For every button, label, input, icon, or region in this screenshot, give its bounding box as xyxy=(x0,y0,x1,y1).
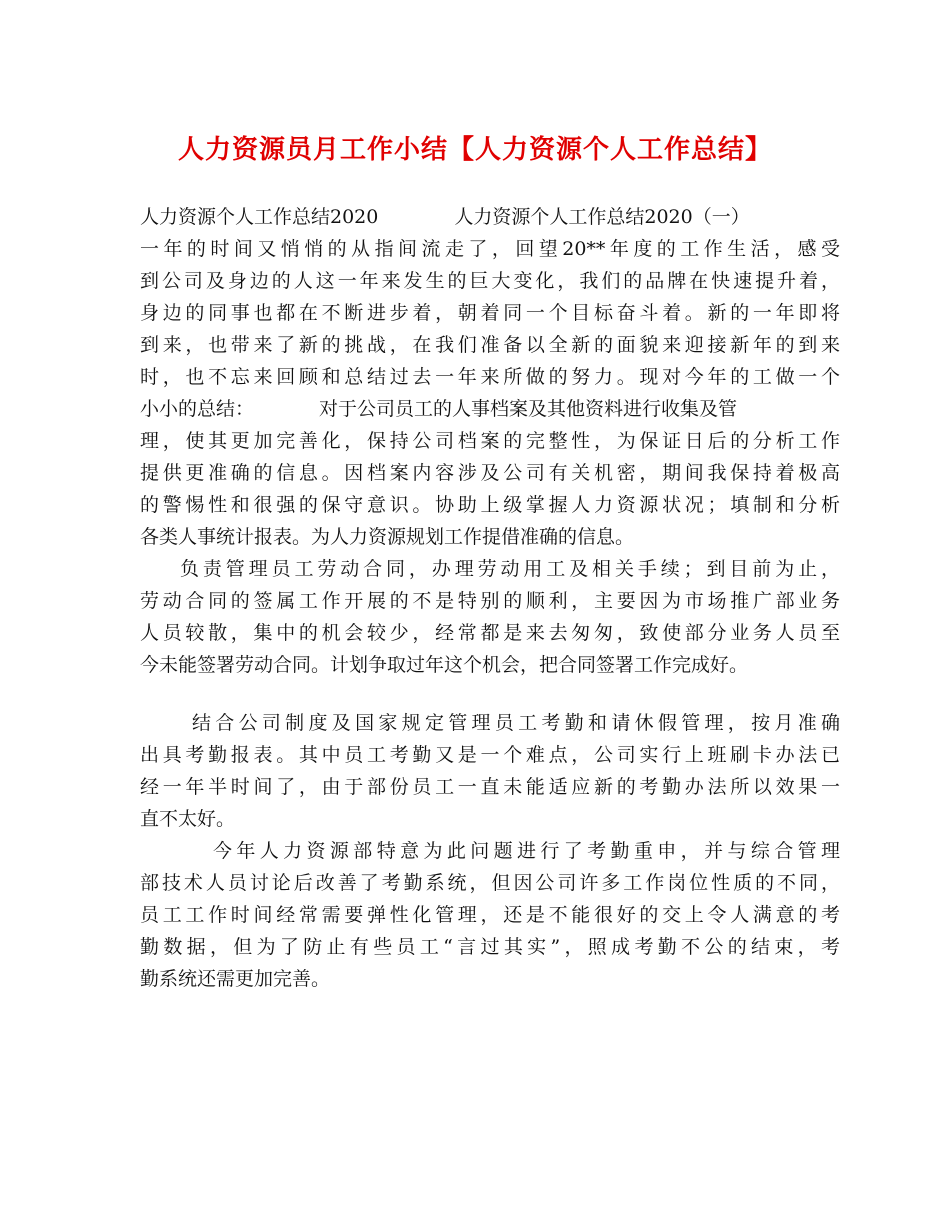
paragraph-line xyxy=(140,393,840,425)
paragraph-line: 到公司及身边的人这一年来发生的巨大变化，我们的品牌在快速提升着， xyxy=(140,270,840,292)
paragraph-line: 到来，也带来了新的挑战，在我们准备以全新的面貌来迎接新年的到来 xyxy=(140,334,840,356)
paragraph-gap xyxy=(140,681,840,707)
paragraph-line: 结合公司制度及国家规定管理员工考勤和请休假管理，按月准确 xyxy=(192,712,840,734)
paragraph-line: 人员较散，集中的机会较少，经常都是来去匆匆，致使部分业务人员至 xyxy=(140,622,840,644)
paragraph-line: 的警惕性和很强的保守意识。协助上级掌握人力资源状况；填制和分析 xyxy=(140,494,840,516)
paragraph-line: 劳动合同的签属工作开展的不是特别的顺利，主要因为市场推广部业务 xyxy=(140,590,840,612)
paragraph-line: 员工工作时间经常需要弹性化管理，还是不能很好的交上令人满意的考 xyxy=(140,904,840,926)
summary-label: 小小的总结： xyxy=(140,398,255,420)
paragraph-line: 勤数据，但为了防止有些员工“言过其实”，照成考勤不公的结束，考 xyxy=(140,936,840,958)
paragraph-line: 时，也不忘来回顾和总结过去一年来所做的努力。现对今年的工做一个 xyxy=(140,366,840,388)
paragraph-line: 理，使其更加完善化，保持公司档案的完整性，为保证日后的分析工作 xyxy=(140,430,840,452)
paragraph-line: 勤系统还需更加完善。 xyxy=(140,968,331,990)
document-body xyxy=(140,201,840,995)
paragraph-line: 各类人事统计报表。为人力资源规划工作提借准确的信息。 xyxy=(140,526,635,548)
paragraph-line: 直不太好。 xyxy=(140,808,236,830)
summary-text: 对于公司员工的人事档案及其他资料进行收集及管 xyxy=(319,398,738,420)
intro-label-right: 人力资源个人工作总结2020（一） xyxy=(454,206,750,228)
paragraph-line: 一年的时间又悄悄的从指间流走了，回望20**年度的工作生活，感受 xyxy=(140,238,840,260)
intro-line xyxy=(140,201,840,233)
document-title: 人力资源员月工作小结【人力资源个人工作总结】 xyxy=(177,135,772,165)
paragraph-line: 身边的同事也都在不断进步着，朝着同一个目标奋斗着。新的一年即将 xyxy=(140,302,840,324)
paragraph-line: 部技术人员讨论后改善了考勤系统，但因公司许多工作岗位性质的不同， xyxy=(140,872,840,894)
intro-label-left: 人力资源个人工作总结2020 xyxy=(140,206,379,228)
paragraph-line: 今未能签署劳动合同。计划争取过年这个机会，把合同签署工作完成好。 xyxy=(140,654,749,676)
paragraph-line: 提供更准确的信息。因档案内容涉及公司有关机密，期间我保持着极高 xyxy=(140,462,840,484)
paragraph-line: 今年人力资源部特意为此问题进行了考勤重申，并与综合管理 xyxy=(213,840,840,862)
paragraph-line: 出具考勤报表。其中员工考勤又是一个难点，公司实行上班刷卡办法已 xyxy=(140,744,840,766)
paragraph-line: 经一年半时间了，由于部份员工一直未能适应新的考勤办法所以效果一 xyxy=(140,776,840,798)
paragraph-line: 负责管理员工劳动合同，办理劳动用工及相关手续；到目前为止， xyxy=(180,558,840,580)
